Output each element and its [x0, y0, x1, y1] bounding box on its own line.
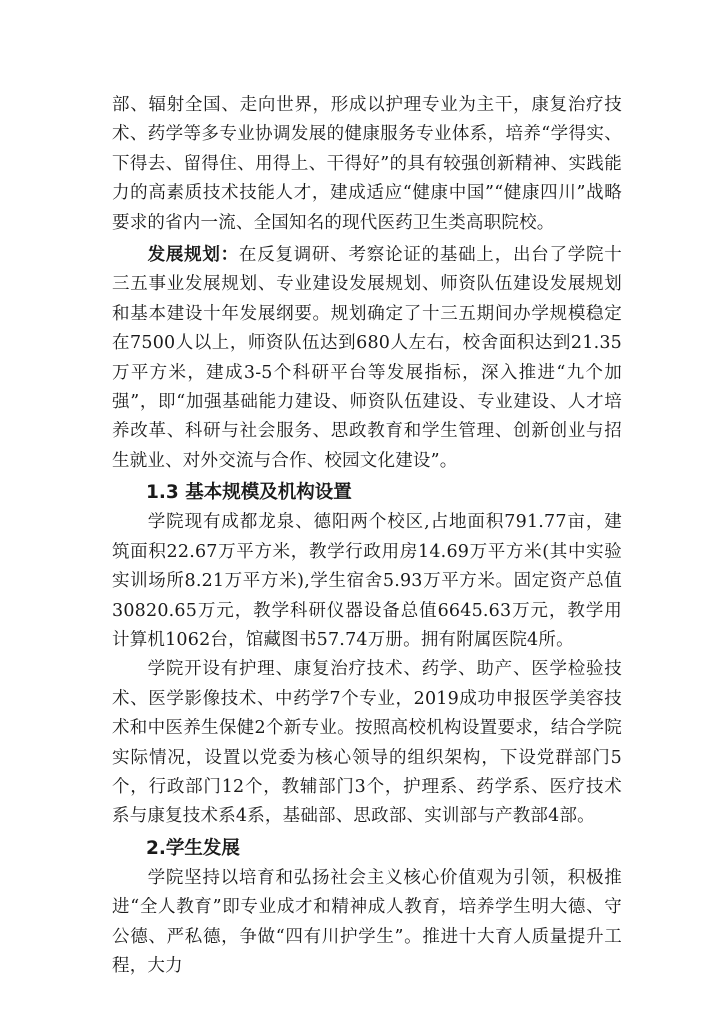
paragraph-development-plan: [112, 241, 622, 476]
paragraph-body: 在反复调研、考察论证的基础上，出台了学院十三五事业发展规划、专业建设发展规划、师资队伍建设发展规划和基本建设十年发展纲要。规划确定了十三五期间办学规模稳定在7500人以上，师资队伍达到680人左右，校舍面积达到21.35万平方米，建成3-5个科研平台等发展指标，深入推进“九个加强”，即“加强基础能力建设、师资队伍建设、专业建设、人才培养改革、科研与社会服务、思政教育和学生管理、创新创业与招生就业、对外交流与合作、校园文化建设”。: [112, 245, 623, 471]
section-heading-2: 2.学生发展: [146, 837, 240, 859]
paragraph-student-development: [112, 864, 622, 982]
document-page: [112, 91, 622, 981]
paragraph-body: 学院开设有护理、康复治疗技术、药学、助产、医学检验技术、医学影像技术、中药学7个专业，2019成功申报医学美容技术和中医养生保健2个新专业。按照高校机构设置要求，结合学院实际情况，设置以党委为核心领导的组织架构，下设党群部门5个，行政部门12个，教辅部门3个，护理系、药学系、医疗技术系与康复技术系4系，基础部、思政部、实训部与产教部4部。: [112, 659, 622, 827]
paragraph-mission: 部、辐射全国、走向世界，形成以护理专业为主干，康复治疗技术、药学等多专业协调发展的健康服务专业体系，培养“学得实、下得去、留得住、用得上、干得好”的具有较强创新精神、实践能力的高素质技术技能人才，建成适应“健康中国”“健康四川”战略要求的省内一流、全国知名的现代医药卫生类高职院校。: [112, 95, 622, 233]
paragraph-majors-organization: [112, 655, 622, 831]
section-heading-1-3: 1.3 基本规模及机构设置: [146, 482, 352, 504]
paragraph-campus-scale: [112, 508, 622, 655]
paragraph-lead: 发展规划：: [147, 245, 239, 266]
paragraph-body: 学院坚持以培育和弘扬社会主义核心价值观为引领，积极推进“全人教育”即专业成才和精神成人教育，培养学生明大德、守公德、严私德，争做“四有川护学生”。推进十大育人质量提升工程，大力: [112, 867, 622, 976]
paragraph-body: 学院现有成都龙泉、德阳两个校区,占地面积791.77亩，建筑面积22.67万平方米，教学行政用房14.69万平方米(其中实验实训场所8.21万平方米),学生宿舍5.93万平方米。固定资产总值30820.65万元，教学科研仪器设备总值6645.63万元，教学用计算机1062台，馆藏图书57.74万册。拥有附属医院4所。: [112, 512, 622, 650]
